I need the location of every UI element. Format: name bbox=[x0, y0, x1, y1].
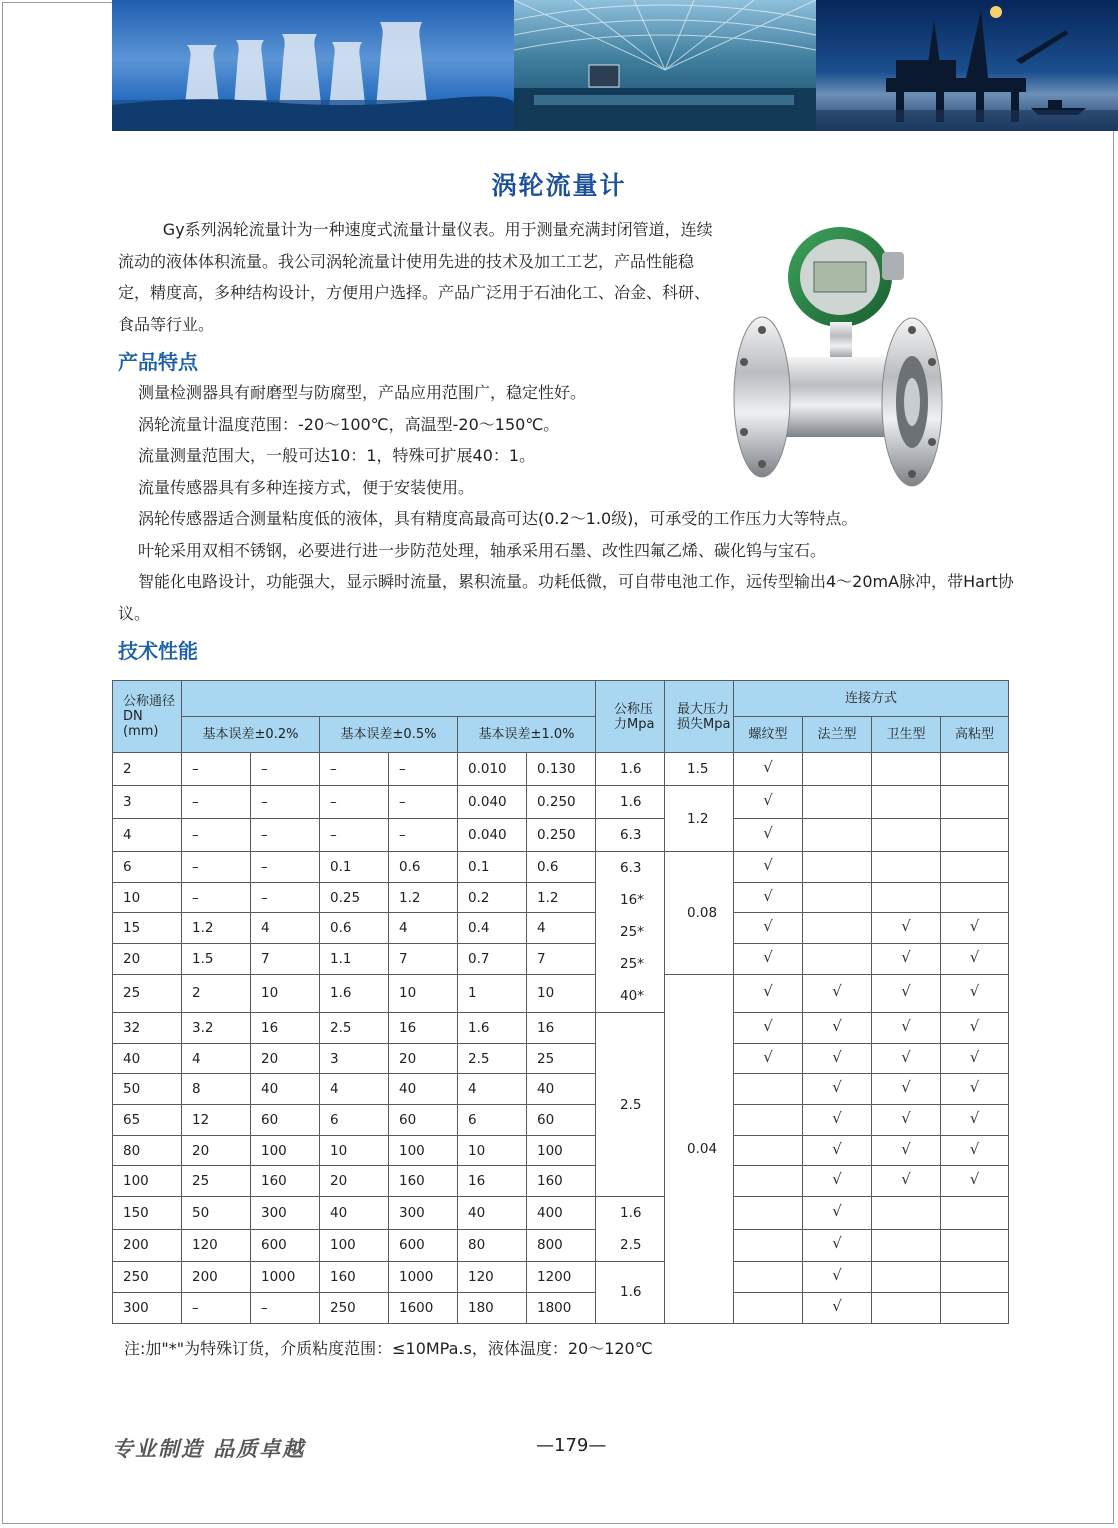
error-10-min: 0.7 bbox=[458, 944, 527, 975]
error-05-min: 1.1 bbox=[320, 944, 389, 975]
error-05-min: 0.25 bbox=[320, 882, 389, 913]
dn-cell: 20 bbox=[113, 944, 182, 975]
connection-thread-cell: √ bbox=[734, 944, 803, 975]
feature-item: 智能化电路设计，功能强大，显示瞬时流量，累积流量。功耗低微，可自带电池工作，远传型输出4～20mA脉冲，带Hart协议。 bbox=[118, 572, 1014, 623]
pressure-value: 6.3 bbox=[620, 860, 642, 876]
error-05-min: 4 bbox=[320, 1074, 389, 1105]
error-05-max: 4 bbox=[389, 913, 458, 944]
error-02-max: 7 bbox=[251, 944, 320, 975]
table-row bbox=[113, 1166, 1009, 1197]
error-10-min: 1.6 bbox=[458, 1013, 527, 1044]
pressure-value: 1.6 bbox=[620, 1205, 642, 1222]
error-05-min: 100 bbox=[320, 1229, 389, 1262]
header-error-10: 基本误差±1.0% bbox=[458, 717, 596, 753]
connection-sanitary-cell bbox=[872, 882, 941, 913]
error-02-min: 25 bbox=[182, 1166, 251, 1197]
dn-cell: 10 bbox=[113, 882, 182, 913]
error-05-min: – bbox=[320, 786, 389, 819]
connection-sanitary-cell bbox=[872, 819, 941, 852]
error-02-max: 1000 bbox=[251, 1262, 320, 1293]
connection-flange-cell: √ bbox=[803, 1074, 872, 1105]
dn-cell: 32 bbox=[113, 1013, 182, 1044]
pressure-loss-cell: 0.08 bbox=[665, 852, 734, 975]
connection-flange-cell: √ bbox=[803, 1166, 872, 1197]
error-02-min: 8 bbox=[182, 1074, 251, 1105]
spec-table-body bbox=[113, 753, 1009, 1324]
dn-cell: 3 bbox=[113, 786, 182, 819]
connection-thread-cell: √ bbox=[734, 753, 803, 786]
error-05-max: – bbox=[389, 819, 458, 852]
connection-flange-cell bbox=[803, 852, 872, 883]
connection-high-visc-cell bbox=[941, 1292, 1009, 1323]
error-02-min: 12 bbox=[182, 1105, 251, 1136]
connection-flange-cell: √ bbox=[803, 1262, 872, 1293]
table-row bbox=[113, 913, 1009, 944]
connection-sanitary-cell bbox=[872, 1262, 941, 1293]
connection-flange-cell: √ bbox=[803, 1229, 872, 1262]
pressure-value: 40* bbox=[620, 988, 644, 1004]
intro-text: Gy系列涡轮流量计为一种速度式流量计量仪表。用于测量充满封闭管道，连续流动的液体体积流量。我公司涡轮流量计使用先进的技术及加工工艺，产品性能稳定，精度高，多种结构设计，方便用户选择。产品广泛用于石油化工、冶金、科研、食品等行业。 bbox=[118, 220, 713, 334]
error-02-min: 50 bbox=[182, 1197, 251, 1230]
pressure-value: 1.6 bbox=[620, 794, 642, 810]
header-flange: 法兰型 bbox=[803, 717, 872, 753]
error-10-min: 16 bbox=[458, 1166, 527, 1197]
error-05-max: 1.2 bbox=[389, 882, 458, 913]
error-10-min: 6 bbox=[458, 1105, 527, 1136]
feature-item: 涡轮流量计温度范围：-20～100℃，高温型-20～150℃。 bbox=[138, 414, 560, 434]
error-10-max: 0.250 bbox=[527, 819, 596, 852]
pressure-cell bbox=[596, 1013, 665, 1197]
error-02-min: – bbox=[182, 882, 251, 913]
cooling-towers-image bbox=[112, 0, 514, 131]
dn-cell: 250 bbox=[113, 1262, 182, 1293]
connection-thread-cell bbox=[734, 1135, 803, 1166]
connection-sanitary-cell bbox=[872, 1197, 941, 1230]
error-10-min: 2.5 bbox=[458, 1043, 527, 1074]
error-10-min: 180 bbox=[458, 1292, 527, 1323]
feature-item: 测量检测器具有耐磨型与防腐型，产品应用范围广，稳定性好。 bbox=[138, 383, 587, 402]
error-10-max: 1.2 bbox=[527, 882, 596, 913]
connection-sanitary-cell: √ bbox=[872, 1074, 941, 1105]
pressure-loss-cell: 0.04 bbox=[665, 974, 734, 1323]
dn-cell: 2 bbox=[113, 753, 182, 786]
connection-high-visc-cell: √ bbox=[941, 1043, 1009, 1074]
page-title: 涡轮流量计 bbox=[491, 171, 627, 200]
error-05-min: 10 bbox=[320, 1135, 389, 1166]
header-banner bbox=[112, 0, 1118, 131]
error-05-max: 1600 bbox=[389, 1292, 458, 1323]
error-02-min: 20 bbox=[182, 1135, 251, 1166]
error-10-min: 0.4 bbox=[458, 913, 527, 944]
error-10-max: 100 bbox=[527, 1135, 596, 1166]
connection-sanitary-cell bbox=[872, 753, 941, 786]
error-05-min: – bbox=[320, 753, 389, 786]
header-thread: 螺纹型 bbox=[734, 717, 803, 753]
connection-high-visc-cell: √ bbox=[941, 1013, 1009, 1044]
error-05-max: 1000 bbox=[389, 1262, 458, 1293]
connection-flange-cell bbox=[803, 819, 872, 852]
error-10-min: 80 bbox=[458, 1229, 527, 1262]
table-row bbox=[113, 1135, 1009, 1166]
table-row bbox=[113, 819, 1009, 852]
table-row bbox=[113, 1013, 1009, 1044]
error-05-max: 7 bbox=[389, 944, 458, 975]
connection-sanitary-cell: √ bbox=[872, 944, 941, 975]
error-05-min: – bbox=[320, 819, 389, 852]
connection-flange-cell bbox=[803, 944, 872, 975]
connection-flange-cell bbox=[803, 882, 872, 913]
header-dn: 公称通径DN (mm) bbox=[113, 681, 182, 753]
error-05-max: 100 bbox=[389, 1135, 458, 1166]
error-02-min: – bbox=[182, 1292, 251, 1323]
connection-high-visc-cell: √ bbox=[941, 1105, 1009, 1136]
connection-flange-cell: √ bbox=[803, 1043, 872, 1074]
connection-flange-cell: √ bbox=[803, 1292, 872, 1323]
connection-high-visc-cell: √ bbox=[941, 974, 1009, 1012]
connection-sanitary-cell: √ bbox=[872, 913, 941, 944]
header-high-visc: 高粘型 bbox=[941, 717, 1009, 753]
pressure-cell bbox=[596, 819, 665, 852]
connection-flange-cell bbox=[803, 913, 872, 944]
connection-thread-cell: √ bbox=[734, 1043, 803, 1074]
features-heading: 产品特点 bbox=[118, 350, 198, 374]
error-10-max: 0.6 bbox=[527, 852, 596, 883]
pressure-loss-cell: 1.5 bbox=[665, 753, 734, 786]
error-02-max: 40 bbox=[251, 1074, 320, 1105]
error-05-min: 2.5 bbox=[320, 1013, 389, 1044]
connection-flange-cell: √ bbox=[803, 1197, 872, 1230]
table-row bbox=[113, 1074, 1009, 1105]
connection-thread-cell: √ bbox=[734, 852, 803, 883]
feature-item: 涡轮传感器适合测量粘度低的液体，具有精度高最高可达(0.2～1.0级)，可承受的工作压力大等特点。 bbox=[138, 509, 858, 528]
dn-cell: 25 bbox=[113, 974, 182, 1012]
connection-thread-cell: √ bbox=[734, 882, 803, 913]
connection-thread-cell: √ bbox=[734, 913, 803, 944]
connection-sanitary-cell: √ bbox=[872, 974, 941, 1012]
pressure-value: 6.3 bbox=[620, 827, 642, 843]
error-05-max: – bbox=[389, 753, 458, 786]
connection-sanitary-cell: √ bbox=[872, 1043, 941, 1074]
table-row bbox=[113, 1105, 1009, 1136]
connection-thread-cell bbox=[734, 1262, 803, 1293]
error-10-min: 0.1 bbox=[458, 852, 527, 883]
error-10-max: 10 bbox=[527, 974, 596, 1012]
error-10-min: 10 bbox=[458, 1135, 527, 1166]
connection-thread-cell bbox=[734, 1074, 803, 1105]
connection-sanitary-cell: √ bbox=[872, 1166, 941, 1197]
table-row bbox=[113, 1262, 1009, 1293]
header-pressure: 公称压力Mpa bbox=[596, 681, 665, 753]
error-10-max: 4 bbox=[527, 913, 596, 944]
connection-flange-cell bbox=[803, 786, 872, 819]
feature-item: 流量传感器具有多种连接方式，便于安装使用。 bbox=[138, 477, 475, 497]
error-10-max: 400 bbox=[527, 1197, 596, 1230]
dn-cell: 300 bbox=[113, 1292, 182, 1323]
connection-high-visc-cell bbox=[941, 1262, 1009, 1293]
table-row bbox=[113, 786, 1009, 819]
dn-cell: 150 bbox=[113, 1197, 182, 1230]
connection-sanitary-cell: √ bbox=[872, 1135, 941, 1166]
pressure-value: 16* bbox=[620, 892, 644, 908]
pressure-cell bbox=[596, 753, 665, 786]
connection-flange-cell: √ bbox=[803, 974, 872, 1012]
error-02-max: 10 bbox=[251, 974, 320, 1012]
pressure-value: 2.5 bbox=[620, 1096, 642, 1113]
feature-item: 流量测量范围大，一般可达10：1，特殊可扩展40：1。 bbox=[138, 446, 536, 465]
dn-cell: 80 bbox=[113, 1135, 182, 1166]
header-loss: 最大压力损失Mpa bbox=[665, 681, 734, 753]
error-02-max: 160 bbox=[251, 1166, 320, 1197]
connection-flange-cell: √ bbox=[803, 1135, 872, 1166]
table-row bbox=[113, 1197, 1009, 1230]
dn-cell: 50 bbox=[113, 1074, 182, 1105]
header-error-05: 基本误差±0.5% bbox=[320, 717, 458, 753]
feature-item: 叶轮采用双相不锈钢，必要进行进一步防范处理，轴承采用石墨、改性四氟乙烯、碳化钨与宝石。 bbox=[138, 540, 827, 560]
error-02-max: – bbox=[251, 852, 320, 883]
error-05-max: 160 bbox=[389, 1166, 458, 1197]
page-number: —179— bbox=[536, 1435, 607, 1456]
table-note: 注:加"*"为特殊订货，介质粘度范围：≤10MPa.s，液体温度：20～120℃ bbox=[124, 1339, 653, 1358]
error-05-min: 0.6 bbox=[320, 913, 389, 944]
dn-cell: 65 bbox=[113, 1105, 182, 1136]
pressure-cell bbox=[596, 786, 665, 819]
error-02-max: 20 bbox=[251, 1043, 320, 1074]
error-02-max: 4 bbox=[251, 913, 320, 944]
pressure-cell bbox=[596, 1197, 665, 1262]
connection-thread-cell: √ bbox=[734, 786, 803, 819]
error-05-max: 20 bbox=[389, 1043, 458, 1074]
error-10-max: 0.130 bbox=[527, 753, 596, 786]
oil-platform-image bbox=[816, 0, 1118, 131]
intro-paragraph bbox=[118, 214, 718, 340]
table-row bbox=[113, 1043, 1009, 1074]
connection-thread-cell bbox=[734, 1197, 803, 1230]
dn-cell: 6 bbox=[113, 852, 182, 883]
footer-slogan: 专业制造 品质卓越 bbox=[112, 1436, 306, 1461]
error-10-max: 7 bbox=[527, 944, 596, 975]
error-10-max: 1200 bbox=[527, 1262, 596, 1293]
header-error-group bbox=[182, 681, 596, 717]
error-02-max: – bbox=[251, 786, 320, 819]
error-02-min: 200 bbox=[182, 1262, 251, 1293]
error-02-min: – bbox=[182, 786, 251, 819]
control-room-image bbox=[514, 0, 816, 131]
connection-sanitary-cell: √ bbox=[872, 1013, 941, 1044]
error-05-max: – bbox=[389, 786, 458, 819]
connection-thread-cell bbox=[734, 1105, 803, 1136]
connection-thread-cell: √ bbox=[734, 819, 803, 852]
error-10-min: 0.040 bbox=[458, 786, 527, 819]
table-row bbox=[113, 944, 1009, 975]
tech-heading: 技术性能 bbox=[118, 639, 198, 663]
error-02-min: – bbox=[182, 852, 251, 883]
error-02-min: – bbox=[182, 753, 251, 786]
error-05-min: 20 bbox=[320, 1166, 389, 1197]
pressure-cell bbox=[596, 1262, 665, 1323]
error-02-max: 16 bbox=[251, 1013, 320, 1044]
error-02-min: 3.2 bbox=[182, 1013, 251, 1044]
connection-high-visc-cell: √ bbox=[941, 913, 1009, 944]
error-05-min: 250 bbox=[320, 1292, 389, 1323]
error-05-min: 0.1 bbox=[320, 852, 389, 883]
connection-high-visc-cell: √ bbox=[941, 1074, 1009, 1105]
connection-high-visc-cell bbox=[941, 1197, 1009, 1230]
table-row bbox=[113, 974, 1009, 1012]
connection-flange-cell: √ bbox=[803, 1105, 872, 1136]
error-02-min: 1.2 bbox=[182, 913, 251, 944]
features-list bbox=[118, 377, 1018, 629]
error-02-max: – bbox=[251, 882, 320, 913]
spec-table bbox=[112, 680, 1009, 1324]
dn-cell: 40 bbox=[113, 1043, 182, 1074]
connection-high-visc-cell bbox=[941, 786, 1009, 819]
error-10-max: 160 bbox=[527, 1166, 596, 1197]
connection-high-visc-cell: √ bbox=[941, 1166, 1009, 1197]
error-10-max: 0.250 bbox=[527, 786, 596, 819]
pressure-value: 1.6 bbox=[620, 761, 642, 777]
table-row bbox=[113, 852, 1009, 883]
error-02-max: 600 bbox=[251, 1229, 320, 1262]
error-02-min: 1.5 bbox=[182, 944, 251, 975]
error-05-min: 3 bbox=[320, 1043, 389, 1074]
error-02-max: – bbox=[251, 753, 320, 786]
connection-thread-cell: √ bbox=[734, 974, 803, 1012]
error-05-max: 300 bbox=[389, 1197, 458, 1230]
error-02-min: 120 bbox=[182, 1229, 251, 1262]
error-05-max: 60 bbox=[389, 1105, 458, 1136]
error-05-min: 160 bbox=[320, 1262, 389, 1293]
table-row bbox=[113, 753, 1009, 786]
pressure-value: 1.6 bbox=[620, 1284, 642, 1301]
error-05-min: 40 bbox=[320, 1197, 389, 1230]
connection-high-visc-cell: √ bbox=[941, 1135, 1009, 1166]
table-row bbox=[113, 882, 1009, 913]
header-connection: 连接方式 bbox=[734, 681, 1009, 717]
connection-flange-cell: √ bbox=[803, 1013, 872, 1044]
dn-cell: 15 bbox=[113, 913, 182, 944]
error-05-max: 10 bbox=[389, 974, 458, 1012]
error-02-min: – bbox=[182, 819, 251, 852]
error-10-min: 1 bbox=[458, 974, 527, 1012]
pressure-loss-cell: 1.2 bbox=[665, 786, 734, 852]
error-02-min: 4 bbox=[182, 1043, 251, 1074]
table-row bbox=[113, 1292, 1009, 1323]
error-02-max: – bbox=[251, 1292, 320, 1323]
connection-flange-cell bbox=[803, 753, 872, 786]
connection-high-visc-cell: √ bbox=[941, 944, 1009, 975]
error-05-max: 16 bbox=[389, 1013, 458, 1044]
error-10-max: 25 bbox=[527, 1043, 596, 1074]
error-02-max: 60 bbox=[251, 1105, 320, 1136]
connection-sanitary-cell: √ bbox=[872, 1105, 941, 1136]
connection-thread-cell bbox=[734, 1166, 803, 1197]
error-10-min: 120 bbox=[458, 1262, 527, 1293]
dn-cell: 200 bbox=[113, 1229, 182, 1262]
connection-high-visc-cell bbox=[941, 753, 1009, 786]
error-10-min: 40 bbox=[458, 1197, 527, 1230]
error-02-max: 100 bbox=[251, 1135, 320, 1166]
connection-thread-cell bbox=[734, 1229, 803, 1262]
error-05-max: 600 bbox=[389, 1229, 458, 1262]
error-02-max: 300 bbox=[251, 1197, 320, 1230]
connection-sanitary-cell bbox=[872, 852, 941, 883]
error-10-min: 4 bbox=[458, 1074, 527, 1105]
dn-cell: 4 bbox=[113, 819, 182, 852]
error-10-min: 0.010 bbox=[458, 753, 527, 786]
pressure-value: 25* bbox=[620, 924, 644, 940]
connection-sanitary-cell bbox=[872, 786, 941, 819]
error-05-min: 1.6 bbox=[320, 974, 389, 1012]
error-05-max: 0.6 bbox=[389, 852, 458, 883]
error-10-max: 800 bbox=[527, 1229, 596, 1262]
connection-high-visc-cell bbox=[941, 819, 1009, 852]
error-02-max: – bbox=[251, 819, 320, 852]
connection-high-visc-cell bbox=[941, 852, 1009, 883]
connection-thread-cell bbox=[734, 1292, 803, 1323]
error-10-max: 16 bbox=[527, 1013, 596, 1044]
connection-high-visc-cell bbox=[941, 1229, 1009, 1262]
error-02-min: 2 bbox=[182, 974, 251, 1012]
error-05-max: 40 bbox=[389, 1074, 458, 1105]
connection-thread-cell: √ bbox=[734, 1013, 803, 1044]
connection-sanitary-cell bbox=[872, 1229, 941, 1262]
error-10-min: 0.040 bbox=[458, 819, 527, 852]
pressure-value: 25* bbox=[620, 956, 644, 972]
header-sanitary: 卫生型 bbox=[872, 717, 941, 753]
error-10-max: 60 bbox=[527, 1105, 596, 1136]
error-05-min: 6 bbox=[320, 1105, 389, 1136]
connection-sanitary-cell bbox=[872, 1292, 941, 1323]
error-10-max: 40 bbox=[527, 1074, 596, 1105]
table-row bbox=[113, 1229, 1009, 1262]
connection-high-visc-cell bbox=[941, 882, 1009, 913]
pressure-value: 2.5 bbox=[620, 1237, 642, 1254]
error-10-min: 0.2 bbox=[458, 882, 527, 913]
dn-cell: 100 bbox=[113, 1166, 182, 1197]
error-10-max: 1800 bbox=[527, 1292, 596, 1323]
header-error-02: 基本误差±0.2% bbox=[182, 717, 320, 753]
pressure-cell bbox=[596, 852, 665, 1013]
